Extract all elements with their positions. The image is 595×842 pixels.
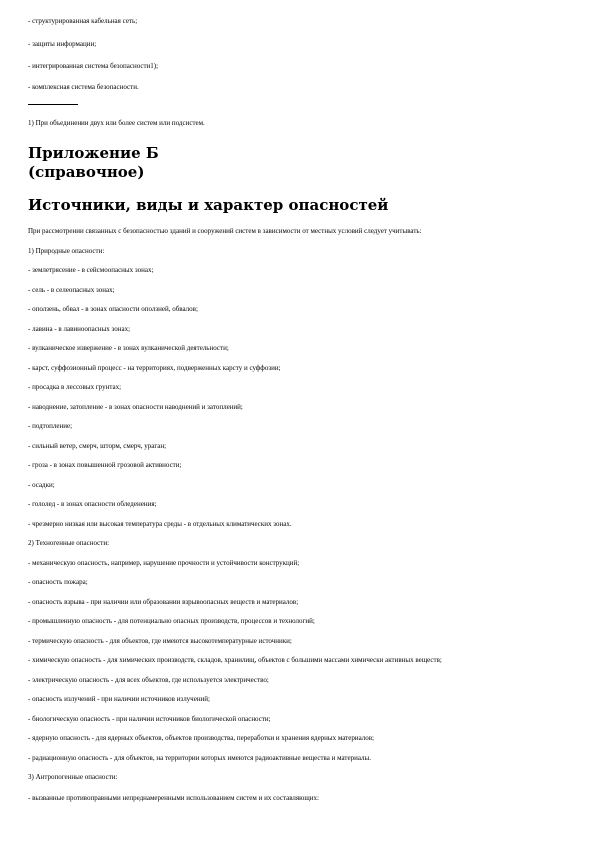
list-item: - просадка в лессовых грунтах;	[28, 383, 122, 391]
list-item: - опасность пожара;	[28, 578, 88, 586]
list-item: - биологическую опасность - при наличии источников биологической опасности;	[28, 715, 271, 723]
list-item: - сильный ветер, смерч, шторм, смерч, ураган;	[28, 442, 167, 450]
footnote: 1) При объединении двух или более систем или подсистем.	[28, 119, 205, 127]
list-heading: 3) Антропогенные опасности:	[28, 773, 118, 781]
list-item: - сель - в селеопасных зонах;	[28, 286, 115, 294]
list-item: - гололед - в зонах опасности обледенения;	[28, 500, 157, 508]
list-item: - защиты информации;	[28, 40, 97, 48]
appendix-title: Приложение Б	[28, 144, 159, 162]
list-item: - электрическую опасность - для всех объектов, где используется электричество;	[28, 676, 269, 684]
intro-paragraph: При рассмотрении связанных с безопасностью зданий и сооружений систем в зависимости от местных условий следует учитывать:	[28, 227, 422, 235]
list-item: - вулканическое извержение - в зонах вулканической деятельности;	[28, 344, 229, 352]
list-item: - промышленную опасность - для потенциально опасных производств, процессов и технологий;	[28, 617, 315, 625]
list-item: - структурированная кабельная сеть;	[28, 17, 138, 25]
list-item: - ядерную опасность - для ядерных объектов, объектов производства, переработки и хранения ядерных материалов;	[28, 734, 375, 742]
list-item: - радиационную опасность - для объектов, на территории которых имеются радиоактивные вещества и материалы.	[28, 754, 371, 762]
section-title: Источники, виды и характер опасностей	[28, 196, 389, 214]
list-item: - интегрированная система безопасности1);	[28, 62, 159, 70]
list-item: - химическую опасность - для химических производств, складов, хранилищ, объектов с большими массами химически активных веществ;	[28, 656, 442, 664]
list-item: - комплексная система безопасности.	[28, 83, 139, 91]
list-item: - вызванные противоправными непреднамеренными использованием систем и их составляющих:	[28, 794, 319, 802]
list-item: - опасность излучений - при наличии источников излучений;	[28, 695, 210, 703]
list-item: - чрезмерно низкая или высокая температура среды - в отдельных климатических зонах.	[28, 520, 292, 528]
list-item: - оползень, обвал - в зонах опасности оползней, обвалов;	[28, 305, 198, 313]
list-item: - карст, суффозионный процесс - на территориях, подверженных карсту и суффозии;	[28, 364, 281, 372]
list-item: - механическую опасность, например, нарушение прочности и устойчивости конструкций;	[28, 559, 300, 567]
list-item: - лавина - в лавиноопасных зонах;	[28, 325, 131, 333]
footnote-divider	[28, 104, 78, 105]
list-item: - землетрясение - в сейсмоопасных зонах;	[28, 266, 154, 274]
list-heading: 2) Техногенные опасности:	[28, 539, 110, 547]
list-heading: 1) Природные опасности:	[28, 247, 105, 255]
list-item: - подтопление;	[28, 422, 73, 430]
list-item: - опасность взрыва - при наличии или образовании взрывоопасных веществ и материалов;	[28, 598, 299, 606]
list-item: - гроза - в зонах повышенной грозовой активности;	[28, 461, 182, 469]
appendix-subtitle: (справочное)	[28, 163, 145, 181]
list-item: - термическую опасность - для объектов, где имеются высокотемпературные источники;	[28, 637, 292, 645]
list-item: - осадки;	[28, 481, 55, 489]
list-item: - наводнение, затопление - в зонах опасности наводнений и затоплений;	[28, 403, 243, 411]
